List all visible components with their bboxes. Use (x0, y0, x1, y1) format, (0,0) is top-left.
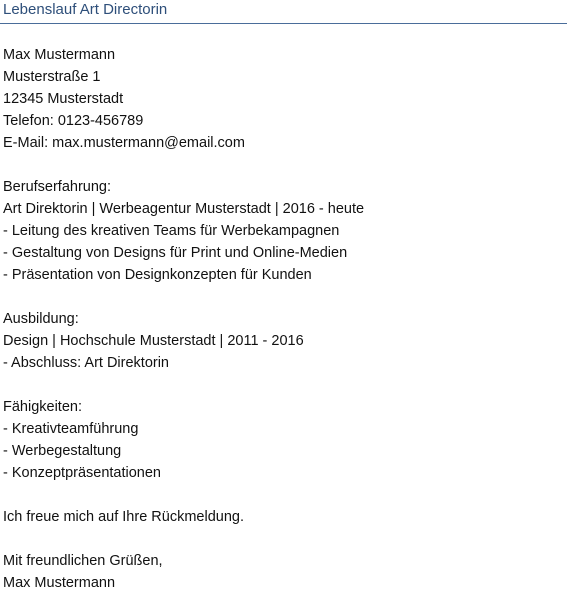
experience-item: - Präsentation von Designkonzepten für Kunden (3, 267, 312, 283)
experience-heading: Berufserfahrung: (3, 179, 112, 195)
spacer (3, 484, 563, 506)
skill-item: - Konzeptpräsentationen (3, 465, 161, 481)
document-header (0, 0, 567, 26)
experience-item: - Leitung des kreativen Teams für Werbekampagnen (3, 223, 340, 239)
document-body (3, 44, 563, 594)
contact-city: 12345 Musterstadt (3, 91, 124, 107)
education-entry: Design | Hochschule Musterstadt | 2011 - 2016 (3, 333, 304, 349)
spacer (3, 154, 563, 176)
skill-item: - Kreativteamführung (3, 421, 139, 437)
closing-salutation: Mit freundlichen Grüßen, (3, 553, 163, 569)
spacer (3, 286, 563, 308)
skills-heading: Fähigkeiten: (3, 399, 82, 415)
closing-block (3, 550, 563, 594)
experience-position: Art Direktorin | Werbeagentur Musterstadt | 2016 - heute (3, 201, 365, 217)
contact-email: E-Mail: max.mustermann@email.com (3, 135, 245, 151)
contact-name: Max Mustermann (3, 47, 116, 63)
closing-signature: Max Mustermann (3, 575, 116, 591)
closing-note: Ich freue mich auf Ihre Rückmeldung. (3, 509, 244, 525)
experience-section (3, 176, 563, 286)
contact-block (3, 44, 563, 154)
contact-phone: Telefon: 0123-456789 (3, 113, 144, 129)
spacer (3, 528, 563, 550)
skill-item: - Werbegestaltung (3, 443, 122, 459)
document-title: Lebenslauf Art Directorin (3, 1, 168, 18)
education-item: - Abschluss: Art Direktorin (3, 355, 169, 371)
title-divider (0, 23, 567, 24)
education-section (3, 308, 563, 374)
contact-street: Musterstraße 1 (3, 69, 101, 85)
education-heading: Ausbildung: (3, 311, 79, 327)
skills-section (3, 396, 563, 484)
spacer (3, 374, 563, 396)
experience-item: - Gestaltung von Designs für Print und Online-Medien (3, 245, 348, 261)
